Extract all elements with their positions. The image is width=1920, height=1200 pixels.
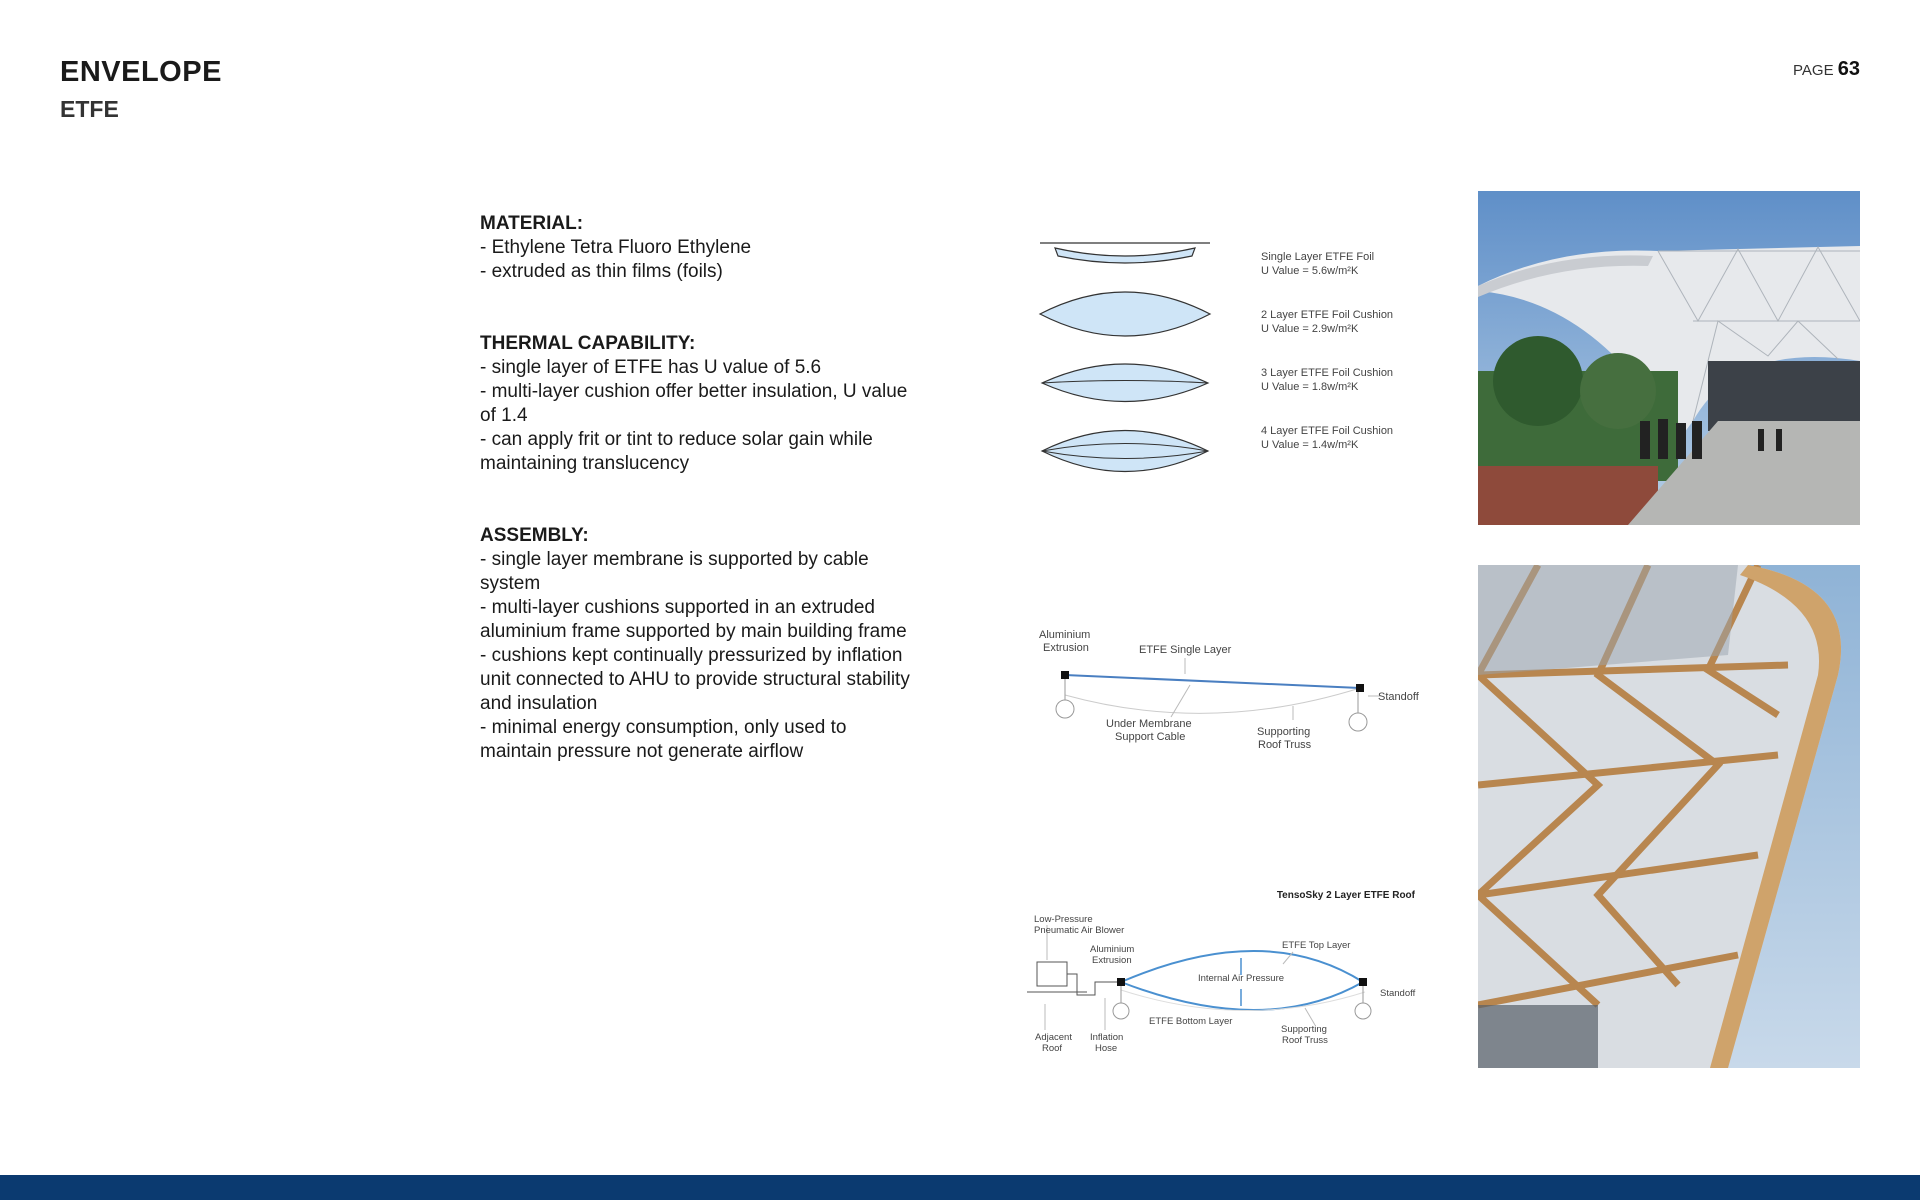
cushion-diagram <box>1030 230 1410 480</box>
cushion-label: Single Layer ETFE Foil <box>1261 251 1375 263</box>
two-layer-diagram <box>1025 880 1435 1060</box>
diagram-title: TensoSky 2 Layer ETFE Roof <box>1276 890 1415 901</box>
label-bottom-layer: ETFE Bottom Layer <box>1149 1016 1233 1027</box>
section-line: - cushions kept continually pressurized by inflation unit connected to AHU to provide structural stability and insulation <box>480 645 910 714</box>
label-roof-truss: Roof Truss <box>1258 739 1312 751</box>
cushion-u-value: U Value = 1.4w/m²K <box>1261 439 1359 451</box>
section-line: - Ethylene Tetra Fluoro Ethylene <box>480 237 752 258</box>
cushion-label: 4 Layer ETFE Foil Cushion <box>1261 425 1394 437</box>
label-internal-pressure: Internal Air Pressure <box>1197 973 1285 984</box>
section-line: - can apply frit or tint to reduce solar gain while maintaining translucency <box>480 429 873 474</box>
photo-etfe-canopy <box>1478 191 1860 525</box>
cushion-2layer <box>1040 292 1210 336</box>
cushion-u-value: U Value = 1.8w/m²K <box>1261 381 1359 393</box>
label-support-cable: Support Cable <box>1115 731 1186 743</box>
section-line: - single layer of ETFE has U value of 5.6 <box>480 357 822 378</box>
label-roof-truss: Roof Truss <box>1282 1035 1328 1046</box>
page-title: ENVELOPE <box>60 56 222 88</box>
label-inflation-hose: Hose <box>1095 1043 1118 1054</box>
page-subtitle: ETFE <box>60 96 119 122</box>
label-blower: Pneumatic Air Blower <box>1034 925 1125 936</box>
section-line: - multi-layer cushions supported in an extruded aluminium frame supported by main building frame <box>480 597 907 642</box>
section-heading: ASSEMBLY: <box>480 525 589 546</box>
label-standoff: Standoff <box>1380 988 1416 999</box>
label-adjacent-roof: Adjacent <box>1035 1032 1072 1043</box>
single-layer-diagram <box>1030 620 1430 755</box>
label-support-cable: Under Membrane <box>1106 718 1192 730</box>
section-material <box>480 212 910 284</box>
cushion-3layer <box>1042 364 1208 402</box>
cushion-u-value: U Value = 5.6w/m²K <box>1261 265 1359 277</box>
cushion-u-value: U Value = 2.9w/m²K <box>1261 323 1359 335</box>
label-aluminium: Extrusion <box>1043 642 1089 654</box>
label-blower: Low-Pressure <box>1034 914 1093 925</box>
cushion-single <box>1040 243 1210 263</box>
page-number-value: 63 <box>1837 58 1860 80</box>
page-label: PAGE <box>1793 62 1834 79</box>
section-thermal <box>480 332 910 476</box>
label-standoff: Standoff <box>1378 691 1419 703</box>
section-line: - single layer membrane is supported by cable system <box>480 549 869 594</box>
section-line: - minimal energy consumption, only used to maintain pressure not generate airflow <box>480 717 847 762</box>
section-heading: MATERIAL: <box>480 213 584 234</box>
page-number <box>1793 58 1860 81</box>
label-roof-truss: Supporting <box>1281 1024 1327 1035</box>
section-heading: THERMAL CAPABILITY: <box>480 333 696 354</box>
label-inflation-hose: Inflation <box>1090 1032 1124 1043</box>
label-top-layer: ETFE Top Layer <box>1282 940 1351 951</box>
section-line: - multi-layer cushion offer better insulation, U value of 1.4 <box>480 381 908 426</box>
cushion-label: 2 Layer ETFE Foil Cushion <box>1261 309 1394 321</box>
text-column <box>480 212 910 812</box>
label-aluminium: Extrusion <box>1092 955 1132 966</box>
cushion-4layer <box>1042 431 1208 472</box>
photo-etfe-underside <box>1478 565 1860 1068</box>
label-adjacent-roof: Roof <box>1042 1043 1063 1054</box>
section-line: - extruded as thin films (foils) <box>480 261 723 282</box>
label-etfe-single-layer: ETFE Single Layer <box>1139 644 1232 656</box>
label-aluminium: Aluminium <box>1090 944 1135 955</box>
footer-bar <box>0 1175 1920 1200</box>
section-assembly <box>480 524 910 764</box>
label-roof-truss: Supporting <box>1257 726 1311 738</box>
label-aluminium: Aluminium <box>1039 629 1091 641</box>
cushion-label: 3 Layer ETFE Foil Cushion <box>1261 367 1394 379</box>
